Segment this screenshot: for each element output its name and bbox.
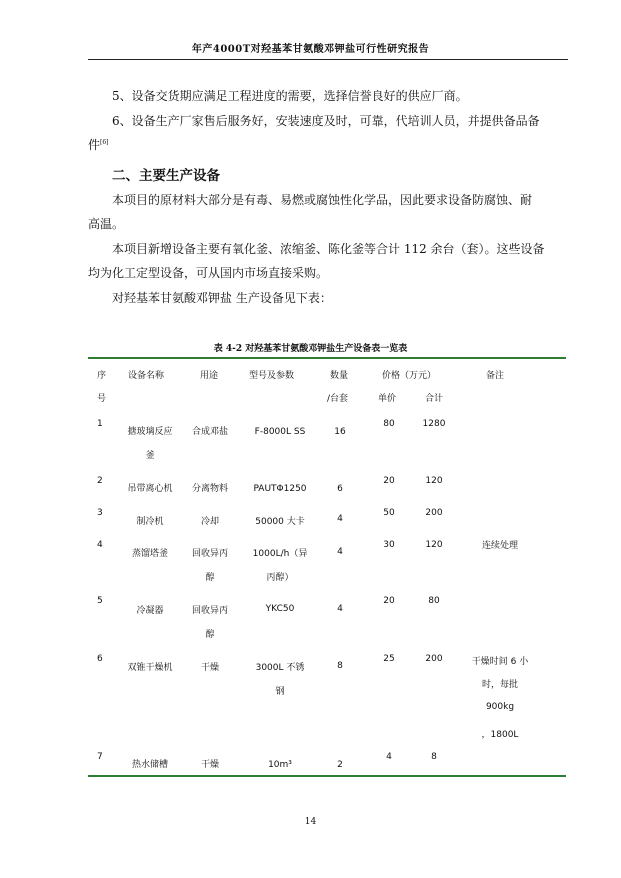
cell-no: 3	[97, 508, 103, 518]
cell-name: 蒸馏塔釜	[131, 549, 168, 559]
cell-name: 吊带离心机	[127, 484, 173, 494]
header-seq: 序	[97, 371, 107, 381]
table-bottom-rule	[88, 775, 566, 777]
paragraph-9: 对羟基苯甘氨酸邓钾盐 生产设备见下表：	[112, 291, 332, 305]
cell-unit-price: 20	[383, 476, 395, 486]
cell-unit-price: 50	[383, 508, 395, 518]
cell-remark: 干燥时间 6 小	[471, 657, 529, 667]
header-total: 合计	[425, 394, 444, 404]
cell-total: 1280	[422, 419, 446, 429]
cell-total: 120	[425, 476, 443, 486]
cell-name: 热水储槽	[131, 760, 168, 770]
header-unit-price: 单价	[378, 394, 397, 404]
cell-use: 分离物料	[191, 484, 228, 494]
cell-total: 120	[425, 540, 443, 550]
cell-qty: 6	[337, 484, 343, 494]
cell-unit-price: 20	[383, 596, 395, 606]
cell-no: 7	[97, 752, 103, 762]
cell-name: 冷凝器	[136, 606, 164, 616]
cell-use-cont: 醇	[205, 573, 215, 583]
cell-model: F-8000L SS	[254, 427, 306, 437]
cell-remark-line2: 时，每批	[481, 680, 518, 690]
header-quantity: 数量	[330, 371, 349, 381]
header-remark: 备注	[486, 371, 505, 381]
cell-qty: 4	[337, 547, 343, 557]
cell-use: 冷却	[200, 517, 219, 527]
page-number: 14	[304, 817, 317, 827]
cell-unit-price: 25	[383, 654, 395, 664]
paragraph-8-line1: 本项目新增设备主要有氧化釜、浓缩釜、陈化釜等合计 112 余台（套）。这些设备	[112, 242, 545, 256]
cell-unit-price: 30	[383, 540, 395, 550]
paragraph-7-line2: 高温。	[88, 217, 125, 231]
cell-model: 3000L 不锈	[255, 663, 305, 673]
cell-name: 搪玻璃反应	[127, 427, 173, 437]
cell-model-cont: 钢	[275, 687, 285, 697]
cell-use: 合成邓盐	[191, 427, 228, 437]
cell-use: 回收异丙	[191, 606, 228, 616]
cell-use: 干燥	[200, 760, 219, 770]
header-use: 用途	[200, 371, 219, 381]
cell-use: 回收异丙	[191, 549, 228, 559]
cell-unit-price: 4	[386, 752, 392, 762]
cell-remark: 连续处理	[481, 541, 518, 551]
cell-no: 6	[97, 654, 103, 664]
cell-no: 5	[97, 596, 103, 606]
cell-name: 制冷机	[136, 517, 164, 527]
paragraph-7-line1: 本项目的原材料大部分是有毒、易燃或腐蚀性化学品，因此要求设备防腐蚀、耐	[112, 193, 533, 207]
cell-total: 8	[431, 752, 437, 762]
cell-model: YKC50	[265, 604, 295, 614]
paragraph-6-line1: 6、设备生产厂家售后服务好，安装速度及时，可靠，代培训人员，并提供备品备	[112, 114, 540, 128]
cell-model: PAUTΦ1250	[253, 484, 307, 494]
header-seq-2: 号	[97, 394, 107, 404]
cell-remark-line3: 900kg	[485, 702, 515, 712]
header-price: 价格（万元）	[382, 371, 437, 381]
cell-qty: 8	[337, 661, 343, 671]
header-rule	[88, 59, 568, 60]
table-caption: 表 4-2 对羟基苯甘氨酸邓钾盐生产设备表一览表	[213, 344, 408, 354]
cell-no: 4	[97, 540, 103, 550]
cell-qty: 2	[337, 760, 343, 770]
cell-remark-line4: ，1800L	[481, 730, 519, 740]
cell-unit-price: 80	[383, 419, 395, 429]
cell-total: 80	[428, 596, 440, 606]
cell-model: 10m³	[268, 760, 292, 770]
cell-qty: 4	[337, 604, 343, 614]
cell-total: 200	[425, 508, 443, 518]
table-top-rule	[88, 357, 566, 359]
cell-no: 2	[97, 476, 103, 486]
paragraph-6-text: 件	[88, 138, 101, 152]
cell-qty: 16	[334, 427, 346, 437]
cell-name: 双锥干燥机	[127, 663, 173, 673]
header-equipment-name: 设备名称	[128, 371, 165, 381]
paragraph-8-line2: 均为化工定型设备，可从国内市场直接采购。	[88, 266, 329, 280]
cell-model: 50000 大卡	[255, 517, 305, 527]
cell-model: 1000L/h（异	[252, 549, 308, 559]
running-header: 年产4000T对羟基苯甘氨酸邓钾盐可行性研究报告	[191, 44, 430, 55]
cell-use-cont: 醇	[205, 630, 215, 640]
cell-no: 1	[97, 419, 103, 429]
cell-qty: 4	[337, 514, 343, 524]
cell-name-cont: 釜	[145, 451, 155, 461]
header-quantity-unit: /台套	[327, 394, 349, 404]
cell-total: 200	[425, 654, 443, 664]
paragraph-5: 5、设备交货期应满足工程进度的需要，选择信誉良好的供应厂商。	[112, 89, 468, 103]
cell-model-cont: 丙醇）	[266, 573, 294, 583]
citation-ref: [6]	[100, 139, 109, 146]
cell-use: 干燥	[200, 663, 219, 673]
paragraph-6-line2	[88, 132, 568, 158]
header-model: 型号及参数	[249, 371, 295, 381]
section-heading: 二、主要生产设备	[112, 168, 220, 184]
